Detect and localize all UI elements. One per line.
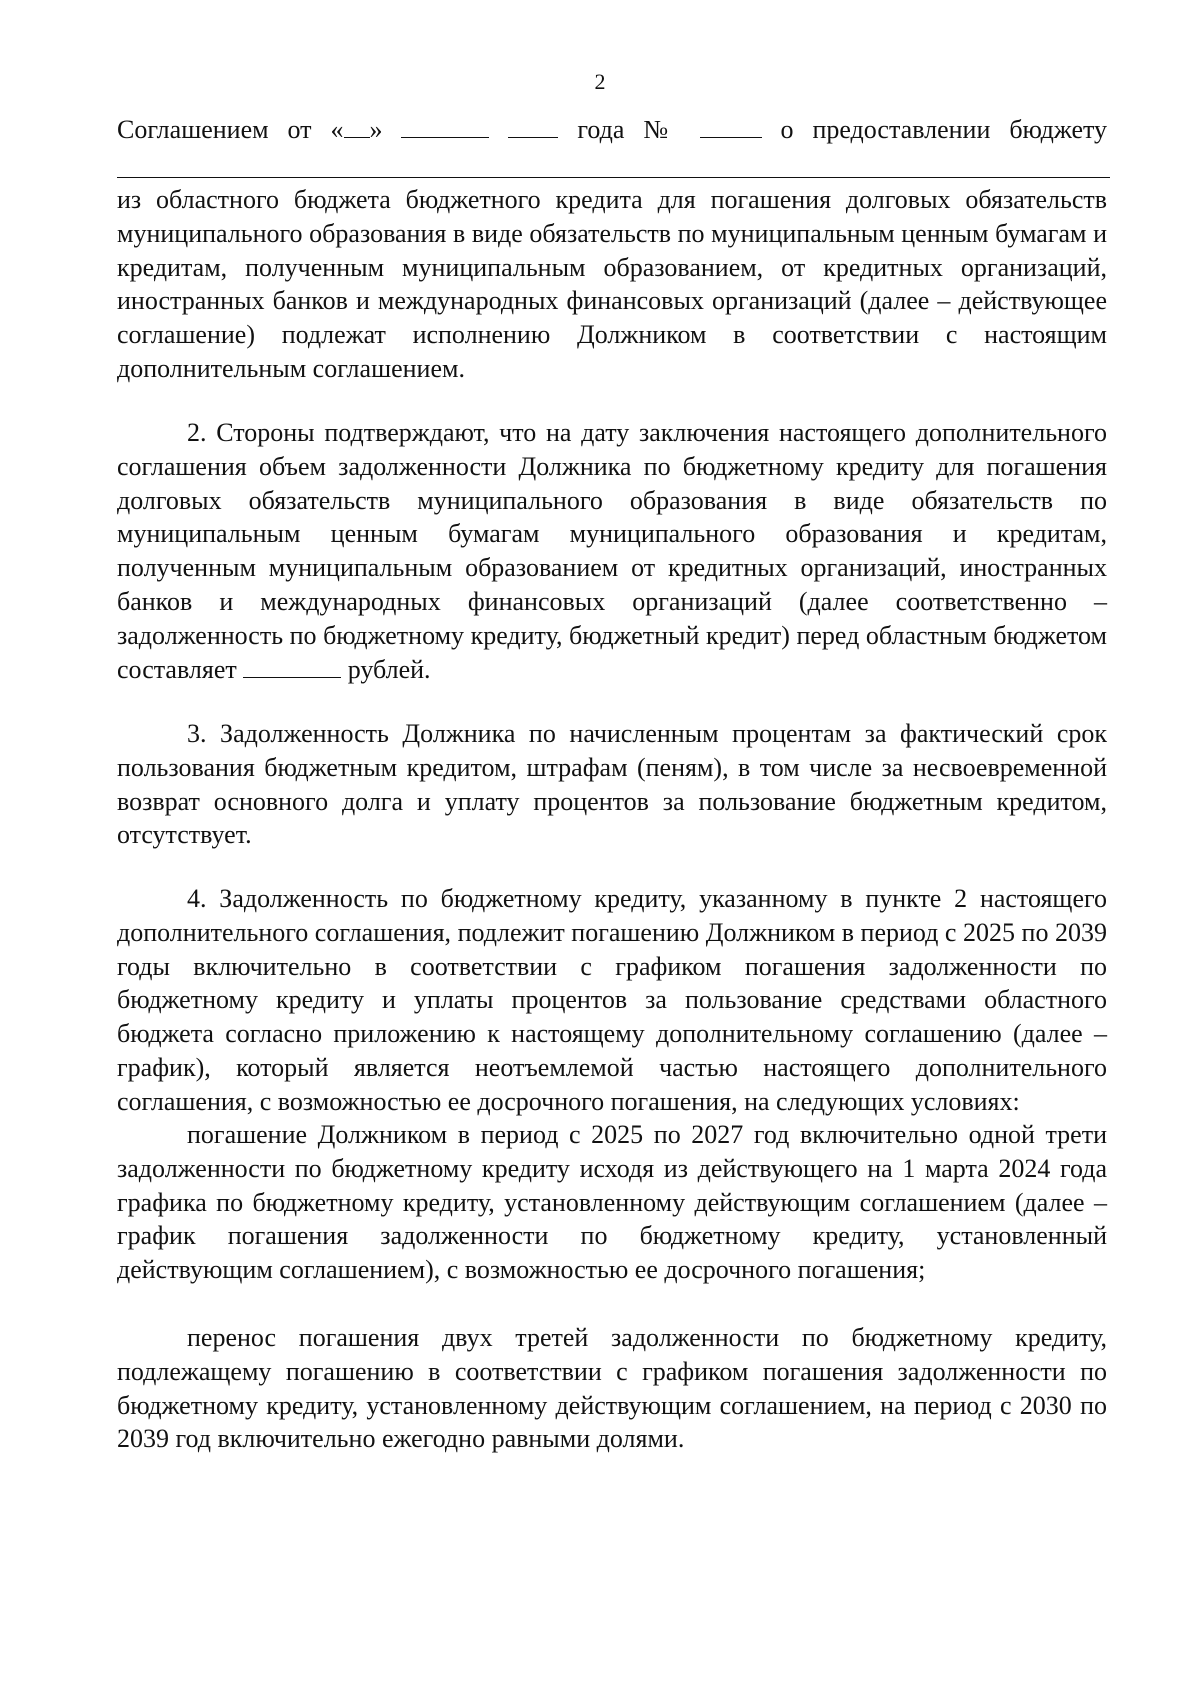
number-blank — [700, 115, 762, 138]
month-blank — [401, 115, 489, 138]
paragraph-2 — [117, 416, 1107, 686]
condition-2: перенос погашения двух третей задолженности по бюджетному кредиту, подлежащему погашению в соответствии с графиком погашения задолженности по бюджетному кредиту, установленному действующим соглашением, на период с 2030 по 2039 год включительно ежегодно равными долями. — [117, 1323, 1107, 1454]
year-blank — [508, 115, 558, 138]
paragraph-4: 4. Задолженность по бюджетному кредиту, указанному в пункте 2 настоящего дополнительного соглашения, подлежит погашению Должником в период с 2025 по 2039 годы включительно в соответствии с графиком погашения задолженности по бюджетному кредиту и уплаты процентов за пользование средствами областного бюджета согласно приложению к настоящему дополнительному соглашению (далее – график), который является неотъемлемой частью настоящего дополнительного соглашения, с возможностью ее досрочного погашения, на следующих условиях: — [117, 884, 1107, 1116]
header-year-word: года № — [577, 115, 681, 144]
continuation-paragraph: из областного бюджета бюджетного кредита для погашения долговых обязательств муниципального образования в виде обязательств по муниципальным ценным бумагам и кредитам, полученным муниципальным образованием, от кредитных организаций, иностранных банков и международных финансовых организаций (далее – действующее соглашение) подлежат исполнению Должником в соответствии с настоящим дополнительным соглашением. — [117, 185, 1107, 383]
recipient-blank-line — [117, 177, 1110, 178]
paragraph-2-text: 2. Стороны подтверждают, что на дату заключения настоящего дополнительного соглашения объем задолженности Должника по бюджетному кредиту для погашения долговых обязательств муниципального образования в виде обязательств по муниципальным ценным бумагам муниципального образования и кредитам, полученным муниципальным образованием от кредитных организаций, иностранных банков и международных финансовых организаций (далее соответственно – задолженность по бюджетному кредиту, бюджетный кредит) перед областным бюджетом составляет — [117, 418, 1107, 684]
amount-blank — [243, 655, 341, 678]
condition-1: погашение Должником в период с 2025 по 2027 год включительно одной трети задолженности по бюджетному кредиту исходя из действующего на 1 марта 2024 года графика по бюджетному кредиту, установленному действующим соглашением (далее – график погашения задолженности по бюджетному кредиту, установленный действующим соглашением), с возможностью ее досрочного погашения; — [117, 1120, 1107, 1285]
page-number: 2 — [594, 69, 606, 94]
paragraph-3: 3. Задолженность Должника по начисленным процентам за фактический срок пользования бюджетным кредитом, штрафам (пеням), в том числе за несвоевременной возврат основного долга и уплату процентов за пользование бюджетным кредитом, отсутствует. — [117, 719, 1107, 850]
header-closing-quote: » — [369, 115, 383, 144]
header-line — [117, 113, 1107, 147]
day-blank — [344, 115, 370, 138]
header-suffix: о предоставлении бюджету — [780, 115, 1108, 144]
paragraph-2-suffix: рублей. — [347, 654, 431, 684]
header-prefix: Соглашением от « — [117, 115, 344, 144]
